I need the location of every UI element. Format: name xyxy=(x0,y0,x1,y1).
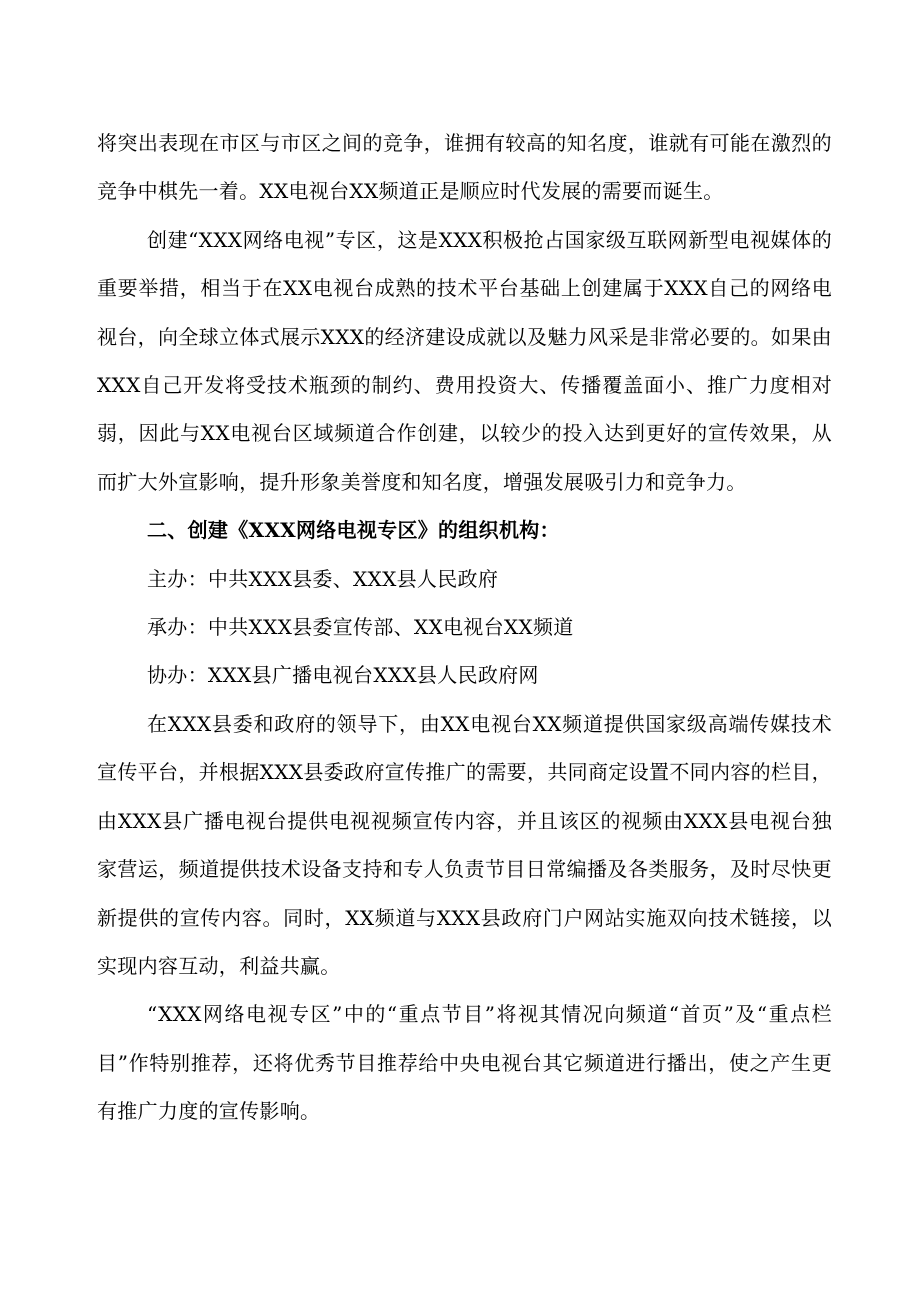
section-heading: 二、创建《XXX网络电视专区》的组织机构： xyxy=(147,518,560,543)
paragraph-2: 创建“XXX网络电视”专区，这是XXX积极抢占国家级互联网新型电视媒体的重要举措，相当于在XX电视台成熟的技术平台基础上创建属于XXX自己的网络电视台，向全球立体式展示XXX的经济建设成就以及魅力风采是非常必要的。如果由XXX自己开发将受技术瓶颈的制约、费用投资大、传播覆盖面小、推广力度相对弱，因此与XX电视台区域频道合作创建，以较少的投入达到更好的宣传效果，从而扩大外宣影响，提升形象美誉度和知名度，增强发展吸引力和竞争力。 xyxy=(97,227,832,494)
organizer-co-host: 协办：XXX县广播电视台XXX县人民政府网 xyxy=(147,663,539,688)
paragraph-4: “XXX网络电视专区”中的“重点节目”将视其情况向频道“首页”及“重点栏目”作特别推荐，还将优秀节目推荐给中央电视台其它频道进行播出，使之产生更有推广力度的宣传影响。 xyxy=(97,1002,832,1124)
organizer-undertaker: 承办：中共XXX县委宣传部、XX电视台XX频道 xyxy=(147,615,574,640)
document-body xyxy=(97,119,832,1136)
paragraph-3: 在XXX县委和政府的领导下，由XX电视台XX频道提供国家级高端传媒技术宣传平台，并根据XXX县委政府宣传推广的需要，共同商定设置不同内容的栏目，由XXX县广播电视台提供电视视频宣传内容，并且该区的视频由XXX县电视台独家营运，频道提供技术设备支持和专人负责节目日常编播及各类服务，及时尽快更新提供的宣传内容。同时，XX频道与XXX县政府门户网站实施双向技术链接，以实现内容互动，利益共赢。 xyxy=(97,711,832,978)
organizer-host: 主办：中共XXX县委、XXX县人民政府 xyxy=(147,566,499,591)
paragraph-1: 将突出表现在市区与市区之间的竞争，谁拥有较高的知名度，谁就有可能在激烈的竞争中棋先一着。XX电视台XX频道正是顺应时代发展的需要而诞生。 xyxy=(97,131,832,204)
